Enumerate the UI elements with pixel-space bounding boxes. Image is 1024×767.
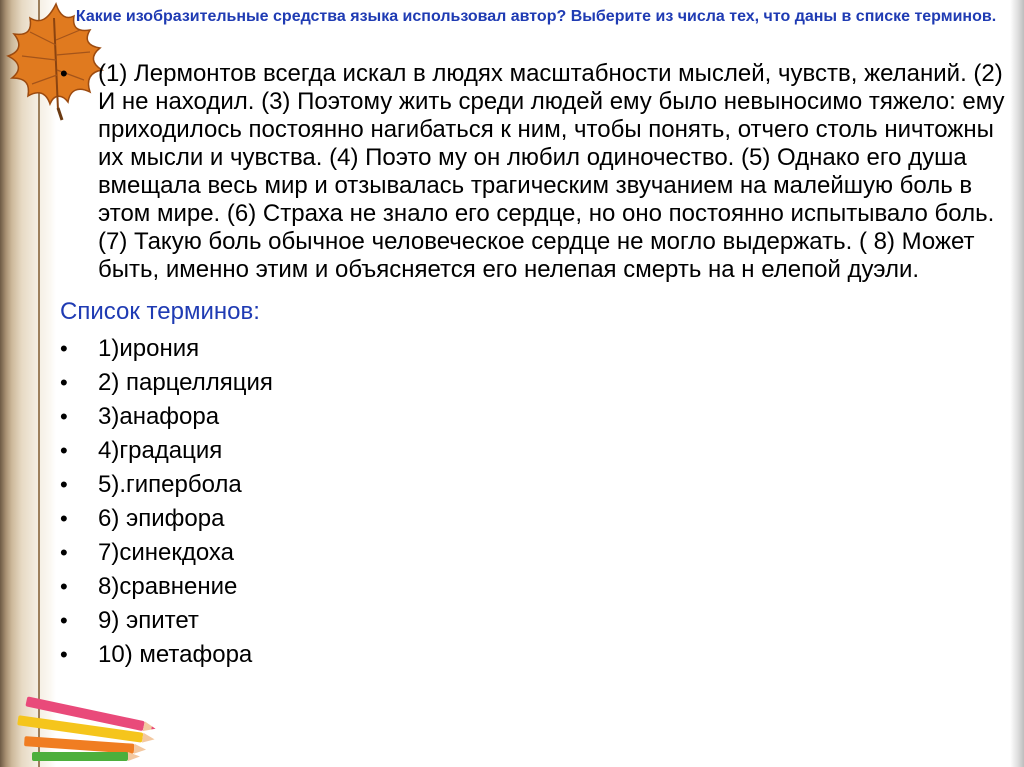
bullet: • [60, 540, 68, 565]
term-label: 7)синекдоха [98, 539, 235, 566]
term-item [60, 536, 1010, 570]
term-item [60, 400, 1010, 434]
term-label: 6) эпифора [98, 505, 225, 532]
bullet: • [60, 574, 68, 599]
term-item [60, 638, 1010, 672]
terms-list [60, 332, 1010, 672]
term-item [60, 570, 1010, 604]
term-item [60, 434, 1010, 468]
term-label: 4)градация [98, 437, 223, 464]
crayons-icon [4, 690, 156, 767]
term-item [60, 604, 1010, 638]
term-item [60, 502, 1010, 536]
term-item [60, 332, 1010, 366]
bullet: • [60, 61, 68, 86]
passage-item [60, 60, 1010, 284]
bullet: • [60, 336, 68, 361]
terms-heading: Список терминов: [60, 298, 260, 325]
bullet: • [60, 370, 68, 395]
bullet: • [60, 404, 68, 429]
passage-text: (1) Лермонтов всегда искал в людях масштабности мыслей, чувств, желаний. (2) И не находил. (3) Поэтому жить среди людей ему было невыносимо тяжело: ему приходилось постоянно нагибаться к ним, чтобы понять, отчего столь ничтожны их мысли и чувства. (4) Поэто му он любил одиночество. (5) Однако его душа вмещала весь мир и отзывалась трагическим звучанием на малейшую боль в этом мире. (6) Страха не знало его сердце, но оно постоянно испытывало боль. (7) Такую боль обычное человеческое сердце не могло выдержать. ( 8) Может быть, именно этим и объясняется его нелепая смерть на н елепой дуэли. [98, 60, 1005, 283]
term-label: 10) метафора [98, 641, 253, 668]
bullet: • [60, 472, 68, 497]
term-label: 3)анафора [98, 403, 220, 430]
term-label: 8)сравнение [98, 573, 238, 600]
bullet: • [60, 438, 68, 463]
bullet: • [60, 642, 68, 667]
bullet: • [60, 608, 68, 633]
term-label: 5).гипербола [98, 471, 242, 498]
term-label: 9) эпитет [98, 607, 199, 634]
page-title: Какие изобразительные средства языка использовал автор? Выберите из числа тех, что даны в списке терминов. [75, 8, 997, 25]
slide-content [60, 60, 1010, 672]
term-label: 2) парцелляция [98, 369, 273, 396]
right-shadow [1010, 0, 1024, 767]
term-item [60, 468, 1010, 502]
term-item [60, 366, 1010, 400]
term-label: 1)ирония [98, 335, 200, 362]
bullet: • [60, 506, 68, 531]
